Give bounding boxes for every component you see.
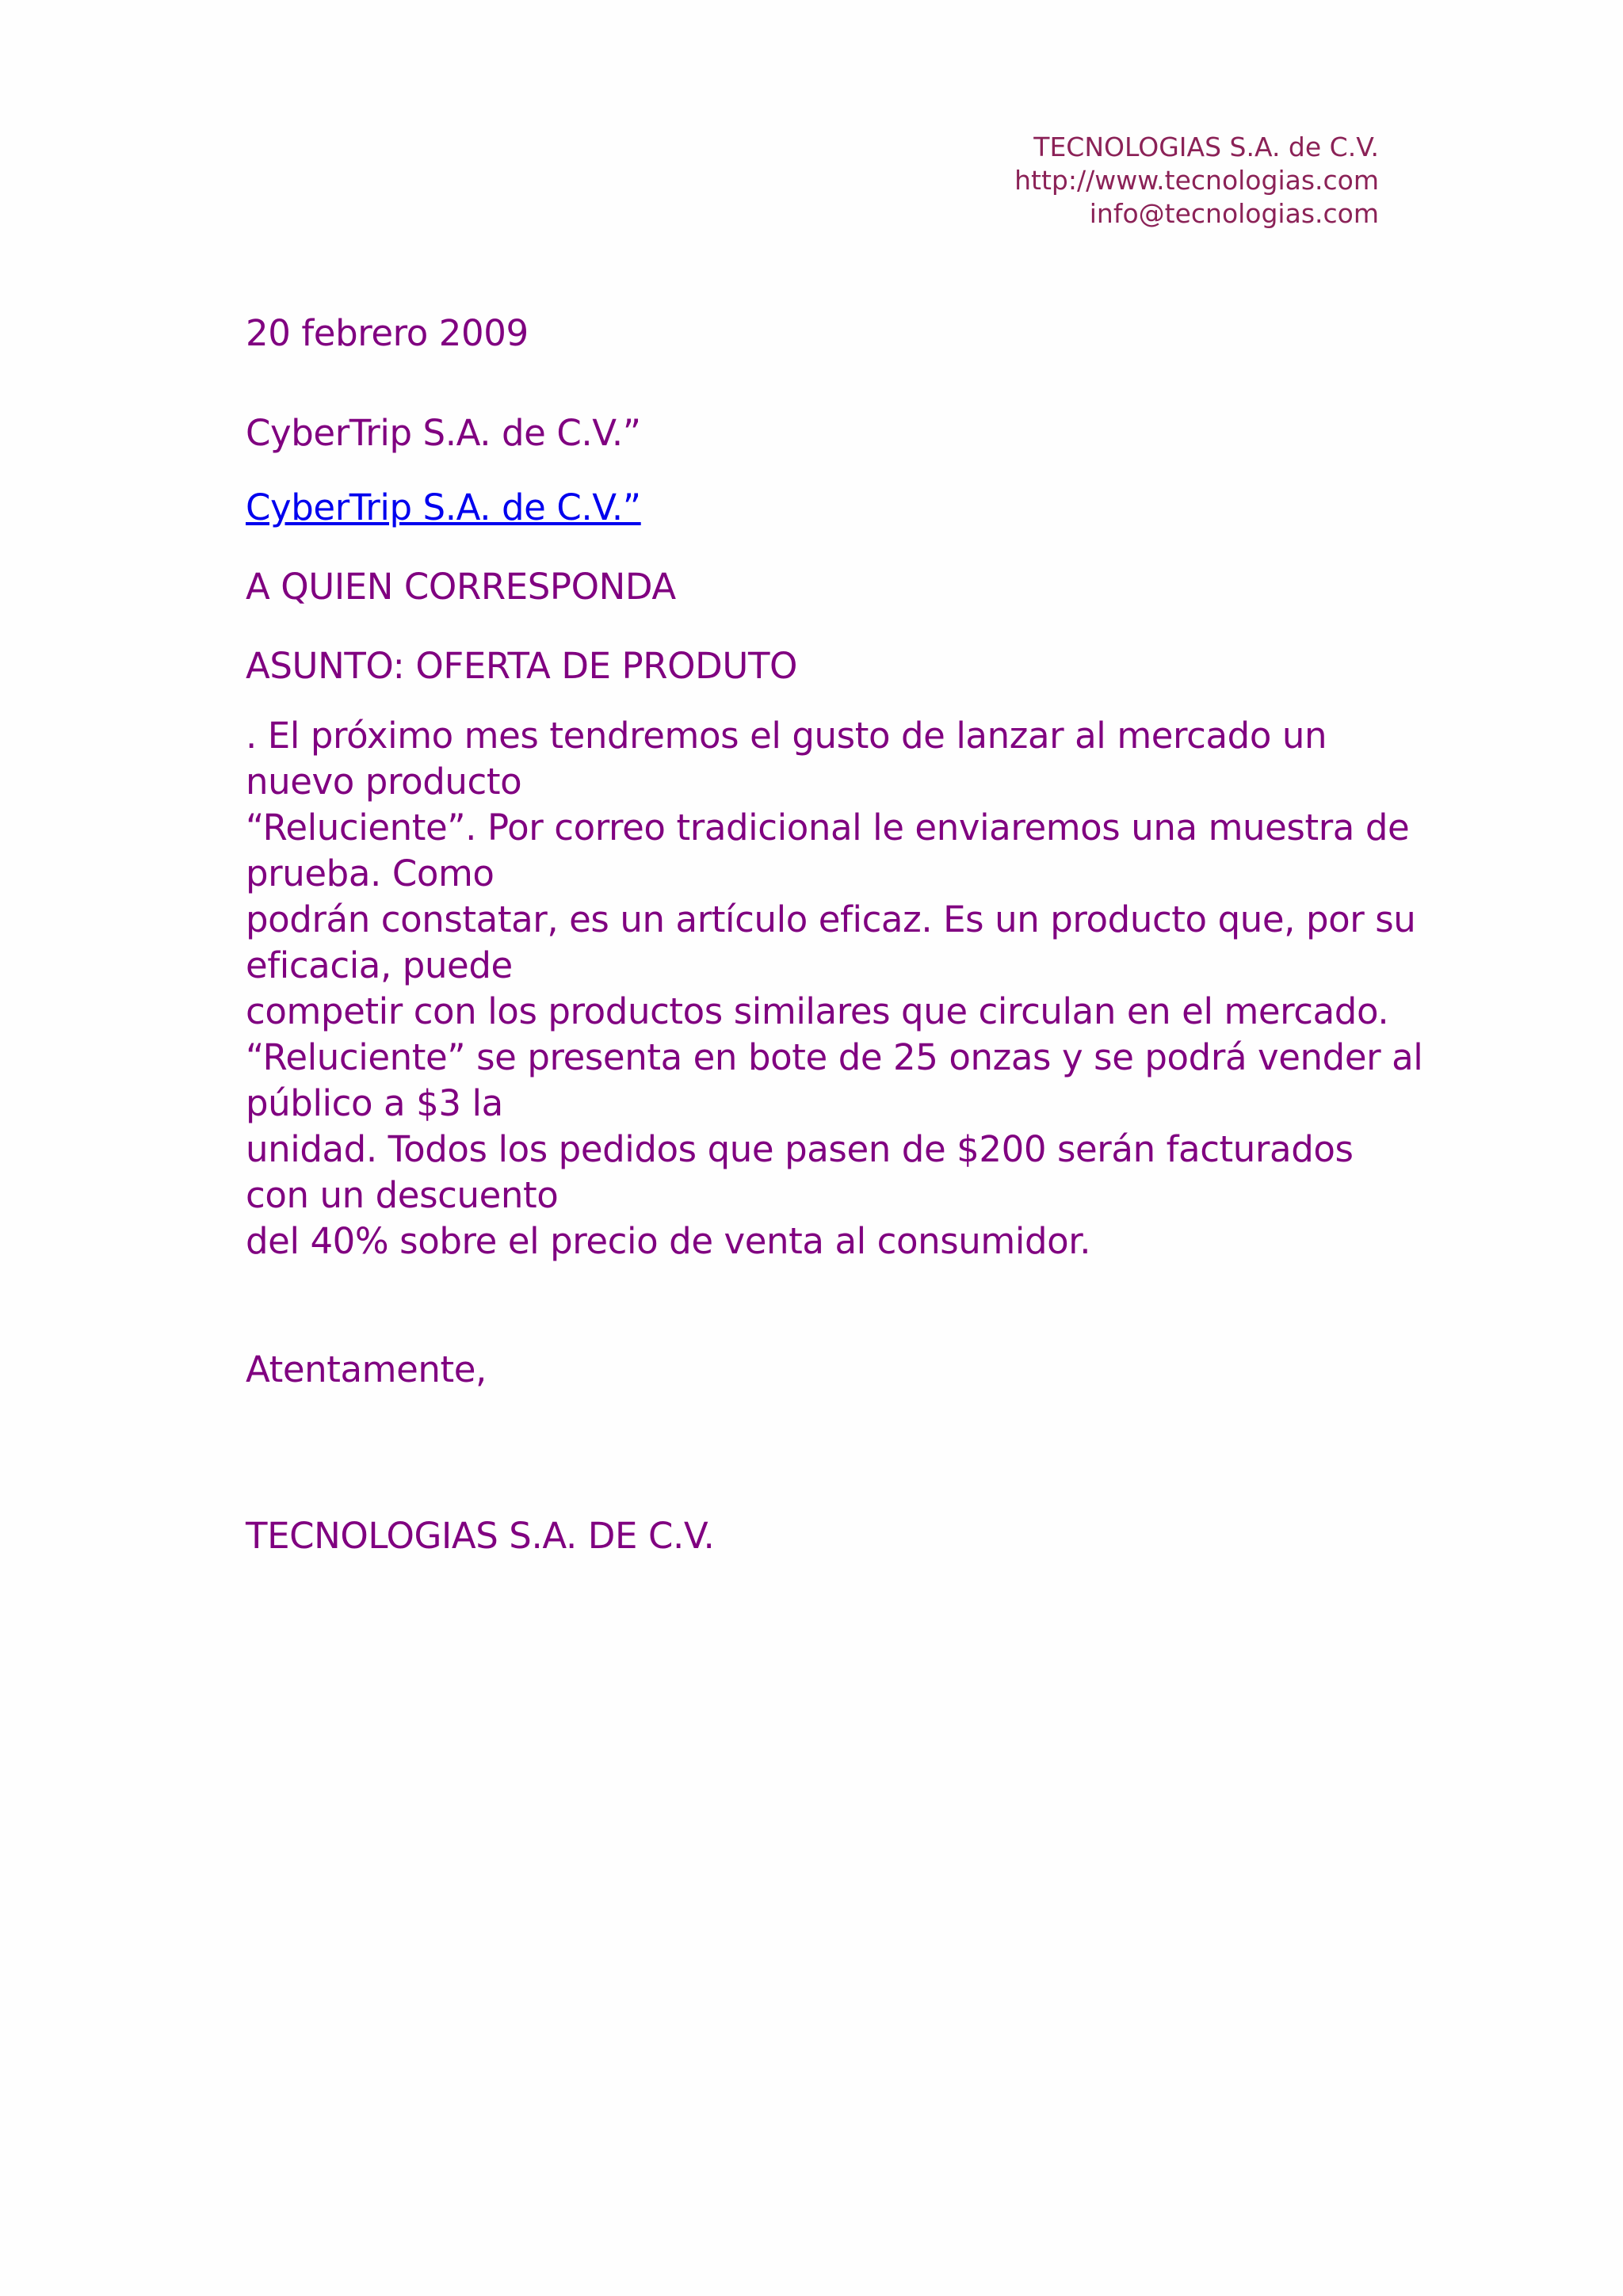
body-paragraph	[246, 713, 1423, 1264]
paragraph-line: prueba. Como	[246, 852, 495, 894]
paragraph-line: “Reluciente”. Por correo tradicional le enviaremos una muestra de	[246, 807, 1410, 849]
letterhead-company: TECNOLOGIAS S.A. de C.V.	[1033, 132, 1379, 162]
paragraph-line: podrán constatar, es un artículo eficaz. Es un producto que, por su	[246, 898, 1416, 940]
paragraph-line: “Reluciente” se presenta en bote de 25 onzas y se podrá vender al	[246, 1036, 1423, 1078]
paragraph-line: del 40% sobre el precio de venta al consumidor.	[246, 1220, 1091, 1262]
subject-line: ASUNTO: OFERTA DE PRODUTO	[246, 645, 798, 687]
paragraph-line: unidad. Todos los pedidos que pasen de $200 serán facturados	[246, 1128, 1354, 1170]
paragraph-line: competir con los productos similares que circulan en el mercado.	[246, 990, 1389, 1032]
signature-name: TECNOLOGIAS S.A. DE C.V.	[246, 1515, 715, 1557]
paragraph-line: eficacia, puede	[246, 944, 513, 986]
paragraph-line: con un descuento	[246, 1174, 559, 1216]
letterhead	[1014, 131, 1379, 231]
letter-date: 20 febrero 2009	[246, 312, 529, 354]
closing: Atentamente,	[246, 1348, 487, 1390]
recipient-name: CyberTrip S.A. de C.V.”	[246, 412, 641, 454]
paragraph-line: nuevo producto	[246, 761, 522, 803]
paragraph-line: público a $3 la	[246, 1082, 503, 1124]
recipient-link[interactable]: CyberTrip S.A. de C.V.”	[246, 486, 641, 528]
salutation: A QUIEN CORRESPONDA	[246, 566, 676, 608]
letterhead-email: info@tecnologias.com	[1089, 198, 1379, 229]
letterhead-website: http://www.tecnologias.com	[1014, 165, 1379, 196]
paragraph-line: . El próximo mes tendremos el gusto de lanzar al mercado un	[246, 715, 1327, 757]
